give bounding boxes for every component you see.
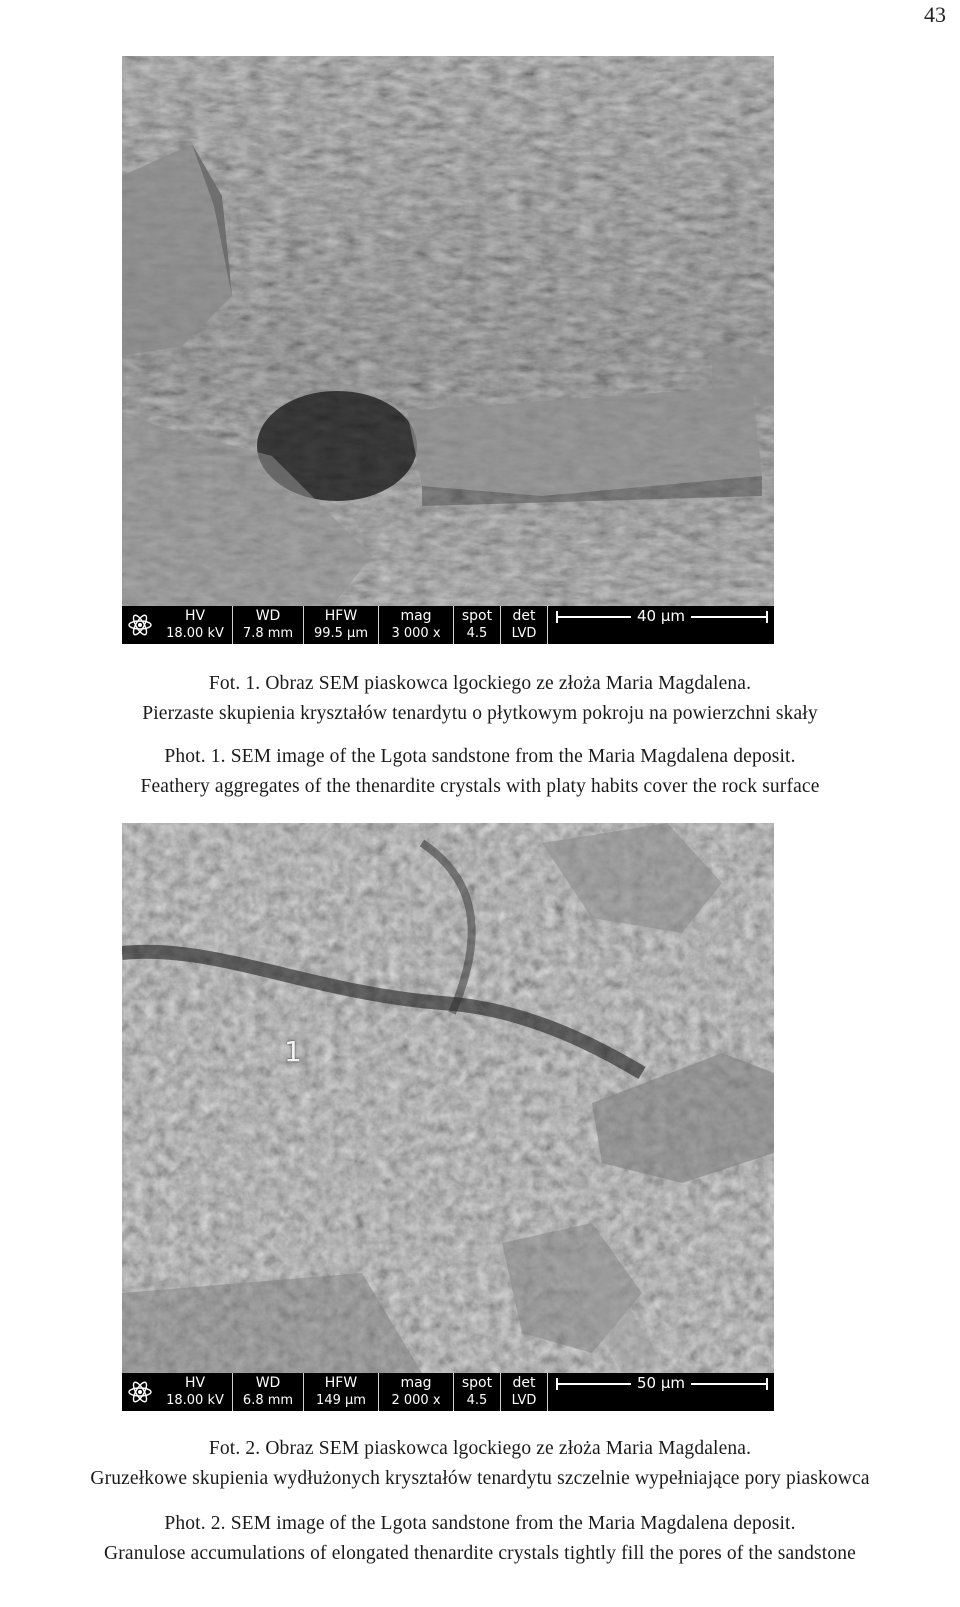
mag-label: mag (400, 1375, 432, 1391)
instrument-logo-icon (122, 606, 158, 644)
caption-line: Granulose accumulations of elongated thenardite crystals tightly fill the pores of the sandstone (104, 1543, 856, 1564)
det-label: det (512, 1375, 536, 1391)
wd-label: WD (255, 1375, 281, 1391)
sem-photo-2 (122, 823, 774, 1411)
sem-image-texture-2 (122, 823, 774, 1373)
wd-label: WD (255, 608, 281, 624)
particle-marker-label: 1 (284, 1035, 302, 1068)
sem-photo-1 (122, 56, 774, 644)
caption-line: Feathery aggregates of the thenardite crystals with platy habits cover the rock surface (140, 776, 820, 797)
caption-line: Fot. 1. Obraz SEM piaskowca lgockiego ze złoża Maria Magdalena. (208, 673, 752, 694)
spot-label: spot (461, 1375, 493, 1391)
spot-cell (453, 606, 500, 644)
hfw-label: HFW (324, 608, 358, 624)
mag-cell (378, 606, 453, 644)
sem-databar-1 (122, 606, 774, 644)
scale-bar-label: 50 µm (631, 1374, 691, 1392)
caption-line: Phot. 2. SEM image of the Lgota sandstone from the Maria Magdalena deposit. (164, 1513, 796, 1534)
caption-en-2 (0, 1509, 960, 1569)
caption-line: Pierzaste skupienia kryształów tenardytu o płytkowym pokroju na powierzchni skały (142, 703, 818, 724)
hfw-cell (303, 1373, 378, 1411)
det-cell (500, 1373, 547, 1411)
sem-image-texture-1 (122, 56, 774, 606)
hv-cell (158, 606, 232, 644)
hfw-value: 149 µm (316, 1393, 366, 1408)
det-label: det (512, 608, 536, 624)
wd-value: 7.8 mm (242, 626, 294, 641)
scale-bar (547, 606, 774, 644)
spot-value: 4.5 (466, 626, 488, 641)
hfw-value: 99.5 µm (313, 626, 368, 641)
wd-value: 6.8 mm (242, 1393, 294, 1408)
hv-label: HV (184, 1375, 206, 1391)
mag-value: 3 000 x (391, 626, 441, 641)
det-cell (500, 606, 547, 644)
spot-cell (453, 1373, 500, 1411)
sem-databar-2 (122, 1373, 774, 1411)
hv-label: HV (184, 608, 206, 624)
page-number: 43 (924, 2, 946, 27)
det-value: LVD (511, 626, 537, 641)
caption-line: Fot. 2. Obraz SEM piaskowca lgockiego ze złoża Maria Magdalena. (208, 1438, 752, 1459)
caption-line: Gruzełkowe skupienia wydłużonych kryształów tenardytu szczelnie wypełniające pory piaskowca (90, 1468, 870, 1489)
hfw-label: HFW (324, 1375, 358, 1391)
wd-cell (232, 606, 303, 644)
scale-bar (547, 1373, 774, 1411)
mag-cell (378, 1373, 453, 1411)
spot-label: spot (461, 608, 493, 624)
caption-pl-1 (0, 669, 960, 729)
hv-cell (158, 1373, 232, 1411)
hfw-cell (303, 606, 378, 644)
caption-en-1 (0, 742, 960, 802)
mag-label: mag (400, 608, 432, 624)
wd-cell (232, 1373, 303, 1411)
hv-value: 18.00 kV (166, 626, 224, 641)
hv-value: 18.00 kV (166, 1393, 224, 1408)
spot-value: 4.5 (466, 1393, 488, 1408)
det-value: LVD (511, 1393, 537, 1408)
mag-value: 2 000 x (391, 1393, 441, 1408)
caption-pl-2 (0, 1434, 960, 1494)
scale-bar-label: 40 µm (631, 607, 691, 625)
instrument-logo-icon (122, 1373, 158, 1411)
caption-line: Phot. 1. SEM image of the Lgota sandstone from the Maria Magdalena deposit. (164, 746, 796, 767)
